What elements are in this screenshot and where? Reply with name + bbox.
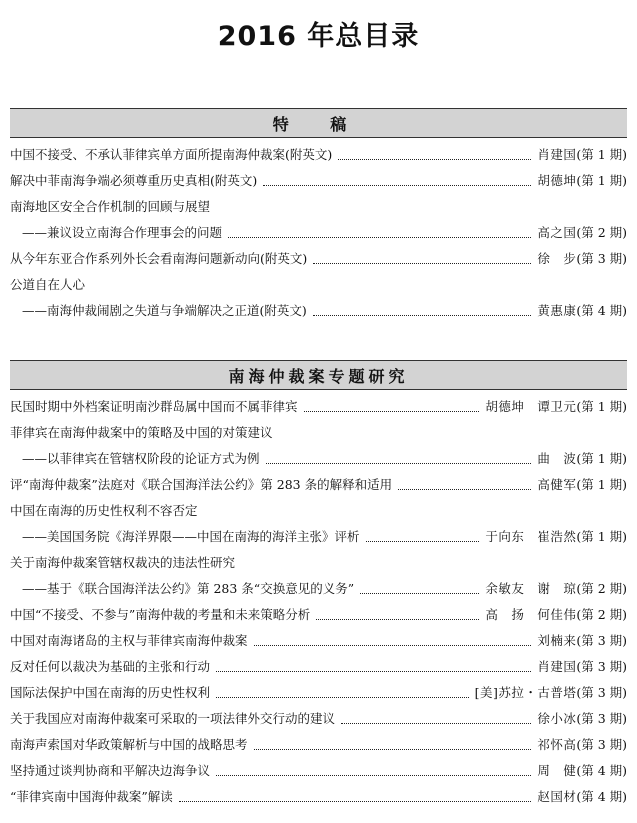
entry-issue: (第 2 期) (576, 607, 627, 622)
entry-issue: (第 4 期) (576, 763, 627, 778)
entry-subtitle: ——南海仲裁闹剧之失道与争端解决之正道(附英文) (22, 303, 307, 318)
toc-row (10, 680, 627, 706)
entry-issue: (第 3 期) (576, 737, 627, 752)
entry-issue: (第 4 期) (576, 303, 627, 318)
toc-subtitle-row (10, 524, 627, 550)
leader-dots (313, 263, 531, 264)
entry-issue: (第 1 期) (576, 451, 627, 466)
leader-dots (398, 489, 531, 490)
entry-issue: (第 3 期) (576, 633, 627, 648)
leader-dots (313, 315, 532, 316)
entry-title: 反对任何以裁决为基础的主张和行动 (10, 659, 211, 674)
entry-issue: (第 1 期) (576, 529, 627, 544)
entry-issue: (第 1 期) (576, 147, 627, 162)
entry-title: 中国不接受、不承认菲律宾单方面所提南海仲裁案(附英文) (10, 147, 333, 162)
section-special-articles (10, 108, 627, 324)
entry-title: 关于我国应对南海仲裁案可采取的一项法律外交行动的建议 (10, 711, 336, 726)
toc-row (10, 272, 627, 298)
entry-issue: (第 4 期) (576, 789, 627, 804)
leader-dots (228, 237, 531, 238)
entry-title: 南海地区安全合作机制的回顾与展望 (10, 199, 211, 214)
entry-issue: (第 2 期) (576, 225, 627, 240)
entry-title: 解决中菲南海争端必须尊重历史真相(附英文) (10, 173, 258, 188)
toc-row (10, 550, 627, 576)
entry-author: 胡德坤 (537, 173, 577, 188)
entry-issue: (第 1 期) (576, 477, 627, 492)
toc-row (10, 732, 627, 758)
entry-title: 评“南海仲裁案”法庭对《联合国海洋法公约》第 283 条的解释和适用 (10, 477, 393, 492)
entry-author: 高健军 (537, 477, 577, 492)
entry-subtitle: ——基于《联合国海洋法公约》第 283 条“交换意见的义务” (22, 581, 355, 596)
toc-row (10, 784, 627, 810)
entry-author: 黄惠康 (537, 303, 577, 318)
entry-issue: (第 1 期) (576, 399, 627, 414)
toc-row (10, 654, 627, 680)
entry-subtitle: ——兼议设立南海合作理事会的问题 (22, 225, 223, 240)
toc-row (10, 420, 627, 446)
toc-row (10, 602, 627, 628)
entry-issue: (第 2 期) (576, 581, 627, 596)
entry-author: 刘楠来 (537, 633, 577, 648)
entry-author: 余敏友 谢 琼 (485, 581, 577, 596)
toc-row (10, 194, 627, 220)
toc-row (10, 628, 627, 654)
entry-author: 胡德坤 谭卫元 (485, 399, 577, 414)
entry-title: 国际法保护中国在南海的历史性权利 (10, 685, 211, 700)
entry-title: 从今年东亚合作系列外长会看南海问题新动向(附英文) (10, 251, 308, 266)
entry-subtitle: ——以菲律宾在管辖权阶段的论证方式为例 (22, 451, 260, 466)
leader-dots (216, 775, 531, 776)
leader-dots (316, 619, 479, 620)
entry-title: “菲律宾南中国海仲裁案”解读 (10, 789, 173, 804)
entry-author: [美]苏拉・古普塔 (474, 685, 577, 700)
entry-list (10, 142, 627, 324)
entry-title: 中国“不接受、不参与”南海仲裁的考量和未来策略分析 (10, 607, 311, 622)
toc-row (10, 394, 627, 420)
leader-dots (216, 697, 469, 698)
entry-title: 中国对南海诸岛的主权与菲律宾南海仲裁案 (10, 633, 248, 648)
toc-row (10, 472, 627, 498)
entry-title: 中国在南海的历史性权利不容否定 (10, 503, 198, 518)
leader-dots (304, 411, 480, 412)
entry-issue: (第 3 期) (576, 711, 627, 726)
section-arbitration-studies (10, 360, 627, 810)
entry-author: 曲 波 (537, 451, 577, 466)
entry-author: 高之国 (537, 225, 577, 240)
entry-author: 徐 步 (537, 251, 577, 266)
entry-issue: (第 3 期) (576, 251, 627, 266)
leader-dots (266, 463, 532, 464)
entry-author: 赵国材 (537, 789, 577, 804)
section-heading: 南海仲裁案专题研究 (10, 360, 627, 390)
toc-row (10, 142, 627, 168)
leader-dots (263, 185, 531, 186)
entry-title: 菲律宾在南海仲裁案中的策略及中国的对策建议 (10, 425, 273, 440)
entry-title: 坚持通过谈判协商和平解决边海争议 (10, 763, 211, 778)
entry-author: 徐小冰 (537, 711, 577, 726)
entry-title: 关于南海仲裁案管辖权裁决的违法性研究 (10, 555, 236, 570)
entry-issue: (第 1 期) (576, 173, 627, 188)
section-heading: 特 稿 (10, 108, 627, 138)
leader-dots (254, 749, 532, 750)
leader-dots (366, 541, 480, 542)
toc-subtitle-row (10, 298, 627, 324)
toc-subtitle-row (10, 446, 627, 472)
entry-title: 南海声索国对华政策解析与中国的战略思考 (10, 737, 248, 752)
leader-dots (338, 159, 531, 160)
toc-row (10, 168, 627, 194)
entry-author: 祁怀高 (537, 737, 577, 752)
entry-title: 公道自在人心 (10, 277, 86, 292)
toc-row (10, 706, 627, 732)
leader-dots (179, 801, 532, 802)
leader-dots (254, 645, 532, 646)
entry-author: 周 健 (537, 763, 577, 778)
entry-author: 高 扬 何佳伟 (485, 607, 577, 622)
toc-row (10, 758, 627, 784)
entry-issue: (第 3 期) (576, 685, 627, 700)
entry-list (10, 394, 627, 810)
entry-author: 于向东 崔浩然 (485, 529, 577, 544)
toc-subtitle-row (10, 220, 627, 246)
page-title: 2016 年总目录 (217, 21, 420, 52)
leader-dots (341, 723, 531, 724)
entry-author: 肖建国 (537, 659, 577, 674)
toc-row (10, 246, 627, 272)
leader-dots (216, 671, 531, 672)
entry-issue: (第 3 期) (576, 659, 627, 674)
entry-subtitle: ——美国国务院《海洋界限——中国在南海的海洋主张》评析 (22, 529, 360, 544)
entry-author: 肖建国 (537, 147, 577, 162)
toc-row (10, 498, 627, 524)
entry-title: 民国时期中外档案证明南沙群岛属中国而不属菲律宾 (10, 399, 298, 414)
leader-dots (360, 593, 479, 594)
toc-subtitle-row (10, 576, 627, 602)
